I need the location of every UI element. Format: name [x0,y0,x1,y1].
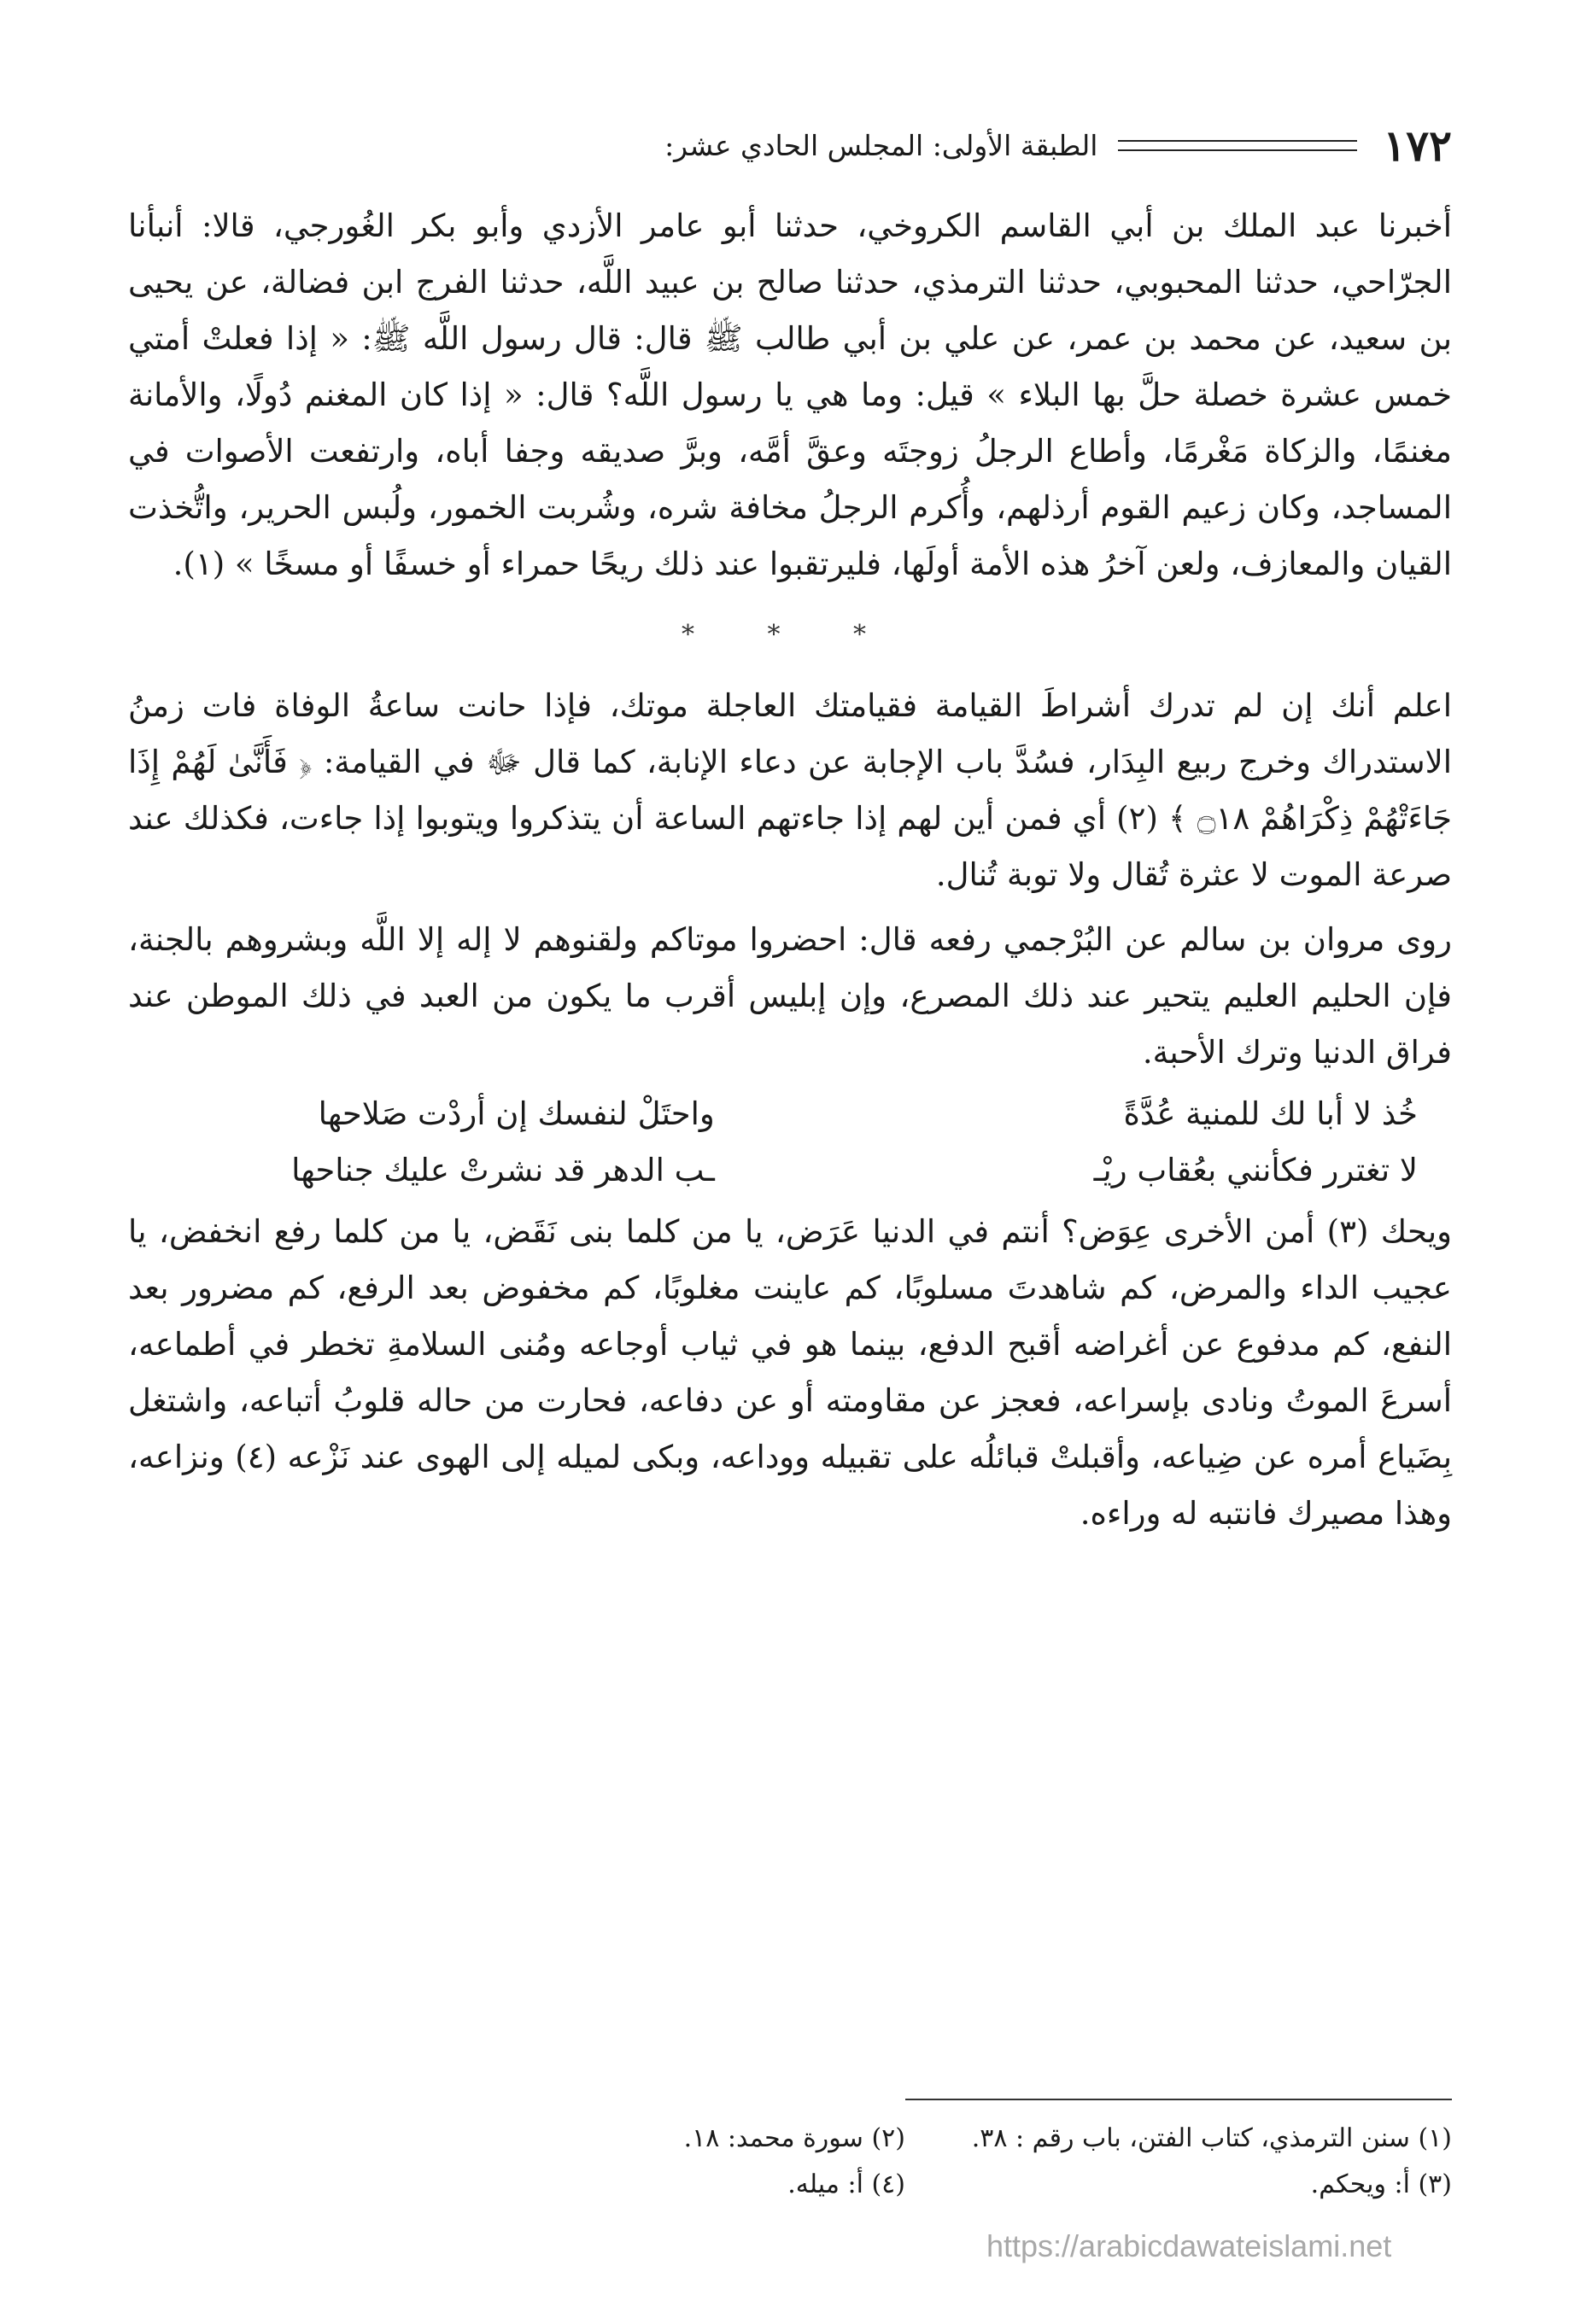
watermark-url: https://arabicdawateislami.net [986,2228,1392,2263]
paragraph-marwan: روى مروان بن سالم عن البُرْجمي رفعه قال: احضروا موتاكم ولقنوهم لا إله إلا اللَّه وبشروهم بالجنة، فإن الحليم العليم يتحير عند ذلك المصرع، وإن إبليس أقرب ما يكون من العبد في ذلك الموطن عند فراق الدنيا وترك الأحبة. [128,921,1452,1071]
verse-first-hemistich: خُذ لا أبا لك للمنية عُدَّةً [1123,1095,1418,1132]
footnote-rule [905,2099,1452,2100]
verse-second-hemistich: ـب الدهر قد نشرتْ عليك جناحها [291,1152,715,1188]
main-text [128,198,1452,1542]
footnote: (٢) سورة محمد: ١٨. [683,2123,905,2153]
paragraph-waihak: ويحك (٣) أمن الأخرى عِوَض؟ أنتم في الدنيا عَرَض، يا من كلما بنى نَقَض، يا من كلما رفع انخفض، يا عجيب الداء والمرض، كم شاهدتَ مسلوبًا، كم عاينت مغلوبًا، كم مخفوض بعد الرفع، كم مضرور بعد النفع، كم مدفوع عن أغراضه أقبح الدفع، بينما هو في ثياب أوجاعه ومُنى السلامةِ تخطر في أطماعه، أسرعَ الموتُ ونادى بإسراعه، فعجز عن مقاومته أو عن دفاعه، فحارت من حاله قلوبُ أتباعه، واشتغل بِضَياع أمره عن ضِياعه، وأقبلتْ قبائلُه على تقبيله ووداعه، وبكى لميله إلى الهوى عند نَزْعه (٤) ونزاعه، وهذا مصيرك فانتبه له وراءه. [128,1213,1452,1532]
footnote: (٣) أ: ويحكم. [1310,2169,1452,2199]
running-header [128,120,1452,171]
footnotes [128,2116,1452,2208]
section-separator: * * * [681,620,899,650]
poem-verse [128,1142,1452,1199]
poem-verse [128,1086,1452,1142]
paragraph-hadith: أخبرنا عبد الملك بن أبي القاسم الكروخي، حدثنا أبو عامر الأزدي وأبو بكر الغُورجي، قالا: أنبأنا الجرّاحي، حدثنا المحبوبي، حدثنا الترمذي، حدثنا صالح بن عبيد اللَّه، حدثنا الفرج ابن فضالة، عن يحيى بن سعيد، عن محمد بن عمر، عن علي بن أبي طالب ﷺ قال: قال رسول اللَّه ﷺ: « إذا فعلتْ أمتي خمس عشرة خصلة حلَّ بها البلاء » قيل: وما هي يا رسول اللَّه؟ قال: « إذا كان المغنم دُولًا، والأمانة مغنمًا، والزكاة مَغْرمًا، وأطاع الرجلُ زوجتَه وعقَّ أمَّه، وبرَّ صديقه وجفا أباه، وارتفعت الأصوات في المساجد، وكان زعيم القوم أرذلهم، وأُكرم الرجلُ مخافة شره، وشُربت الخمور، ولُبس الحرير، واتُّخذت القيان والمعازف، ولعن آخرُ هذه الأمة أولَها، فليرتقبوا عند ذلك ريحًا حمراء أو خسفًا أو مسخًا » (١). [128,207,1452,582]
page-number: ١٧٢ [1383,120,1452,171]
verse-second-hemistich: واحتَلْ لنفسك إن أردْت صَلاحها [318,1095,715,1132]
footnote-row [128,2116,1452,2162]
footnote: (٤) أ: ميله. [787,2169,905,2199]
poem [128,1086,1452,1199]
footnote: (١) سنن الترمذي، كتاب الفتن، باب رقم : ٣٨. [971,2123,1452,2153]
header-double-rule [1118,140,1357,151]
paragraph-death: اعلم أنك إن لم تدرك أشراطَ القيامة فقيامتك العاجلة موتك، فإذا حانت ساعةُ الوفاة فات زمنُ الاستدراك وخرج ربيع البِدَار، فسُدَّ باب الإجابة عن دعاء الإنابة، كما قال ﷻ في القيامة: ﴿ فَأَنَّىٰ لَهُمْ إِذَا جَاءَتْهُمْ ذِكْرَاهُمْ ۝١٨ ﴾ (٢) أي فمن أين لهم إذا جاءتهم الساعة أن يتذكروا ويتوبوا إذا جاءت، فكذلك عند صرعة الموت لا عثرة تُقال ولا توبة تُنال. [128,687,1453,893]
footnote-row [128,2162,1452,2208]
verse-first-hemistich: لا تغترر فكأنني بعُقاب ريْـ [1093,1152,1418,1188]
running-title: الطبقة الأولى: المجلس الحادي عشر: [664,128,1098,162]
